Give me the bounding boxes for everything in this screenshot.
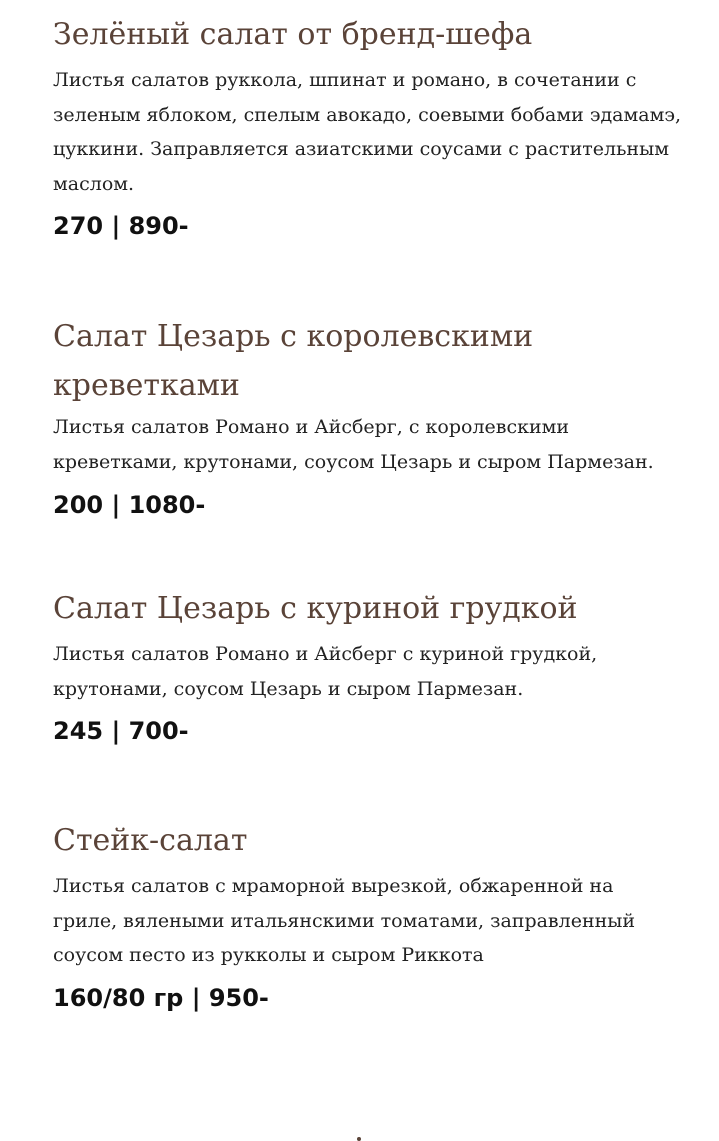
dish-title: Салат Цезарь с куриной грудкой (53, 591, 578, 626)
dish-title: Зелёный салат от бренд-шефа (53, 17, 533, 52)
dish-description: Листья салатов с мраморной вырезкой, обжаренной на гриле, вялеными итальянскими томатами, заправленный соусом песто из рукколы и сыром Риккота (53, 875, 636, 966)
menu-item (53, 816, 683, 1015)
dish-title: Салат Цезарь с королевскими креветками (53, 319, 534, 403)
menu-item (53, 10, 683, 243)
dish-description: Листья салатов Романо и Айсберг с куриной грудкой, крутонами, соусом Цезарь и сыром Пармезан. (53, 643, 598, 700)
menu-item (53, 312, 683, 522)
dish-price: 270 | 890- (53, 212, 189, 240)
menu-item (53, 584, 683, 748)
dish-description: Листья салатов Романо и Айсберг, с королевскими креветками, крутонами, соусом Цезарь и сыром Пармезан. (53, 416, 654, 473)
dish-description: Листья салатов руккола, шпинат и романо, в сочетании с зеленым яблоком, спелым авокадо, соевыми бобами эдамамэ, цуккини. Заправляется азиатскими соусами с растительным маслом. (53, 69, 682, 195)
dish-price: 160/80 гр | 950- (53, 983, 269, 1012)
page-indicator-dot (357, 1137, 361, 1141)
dish-price: 245 | 700- (53, 717, 189, 745)
dish-title: Стейк-салат (53, 823, 248, 858)
dish-price: 200 | 1080- (53, 491, 206, 519)
